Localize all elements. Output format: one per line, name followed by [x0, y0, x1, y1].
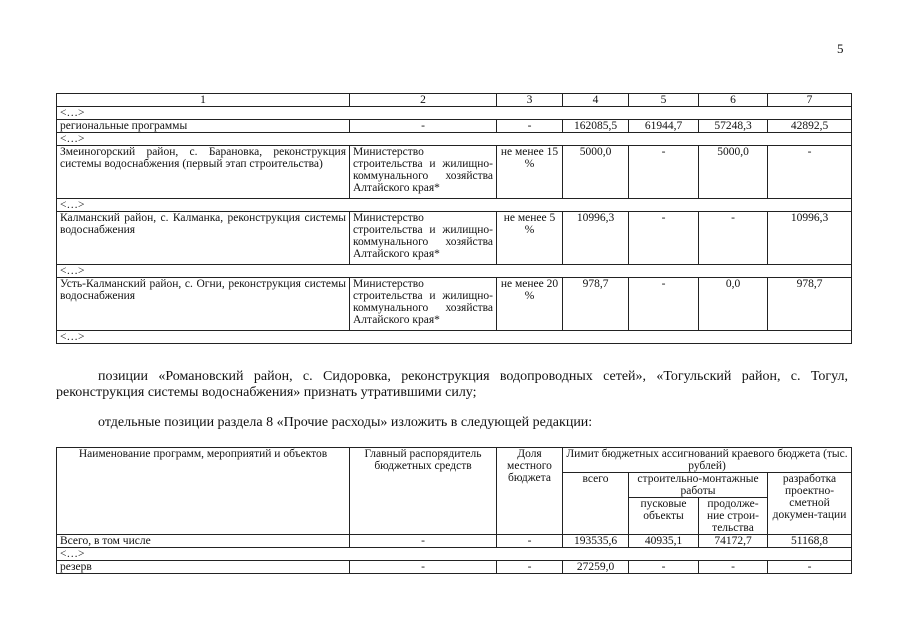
table-header-row	[57, 94, 852, 107]
cell: 27259,0	[563, 561, 629, 574]
table-regional-programs	[56, 93, 852, 344]
header-cell: 3	[497, 94, 563, 107]
row-name: Всего, в том числе	[57, 535, 350, 548]
table-row	[57, 535, 852, 548]
table-row	[57, 120, 852, 133]
ellipsis-row: <…>	[57, 107, 852, 120]
cell: -	[768, 146, 852, 199]
header-cell: 2	[350, 94, 497, 107]
cell-share: не менее 5 %	[497, 212, 563, 265]
cell: 57248,3	[699, 120, 768, 133]
cell: 978,7	[563, 278, 629, 331]
cell: 193535,6	[563, 535, 629, 548]
header-share: Доля местного бюджета	[497, 448, 563, 535]
row-name: Усть-Калманский район, с. Огни, реконструкция системы водоснабжения	[57, 278, 350, 331]
cell-agency: Министерство строительства и жилищно-коммунального хозяйства Алтайского края*	[350, 146, 497, 199]
cell-share: не менее 15 %	[497, 146, 563, 199]
cell: 51168,8	[768, 535, 852, 548]
row-name: региональные программы	[57, 120, 350, 133]
cell: 978,7	[768, 278, 852, 331]
header-cell: 1	[57, 94, 350, 107]
table-row	[57, 212, 852, 265]
ellipsis-row: <…>	[57, 265, 852, 278]
cell-share: не менее 20 %	[497, 278, 563, 331]
paragraph-section-8: отдельные позиции раздела 8 «Прочие расходы» изложить в следующей редакции:	[98, 415, 593, 430]
ellipsis-row: <…>	[57, 331, 852, 344]
row-name: Калманский район, с. Калманка, реконструкция системы водоснабжения	[57, 212, 350, 265]
cell: -	[629, 146, 699, 199]
cell: 5000,0	[699, 146, 768, 199]
header-agency: Главный распорядитель бюджетных средств	[350, 448, 497, 535]
cell: 40935,1	[629, 535, 699, 548]
cell: -	[768, 561, 852, 574]
cell: -	[629, 212, 699, 265]
header-design: разработка проектно-сметной докумен-тации	[768, 473, 852, 535]
table-other-expenses	[56, 447, 852, 574]
cell: 74172,7	[699, 535, 768, 548]
cell: 61944,7	[629, 120, 699, 133]
cell: 10996,3	[768, 212, 852, 265]
cell: -	[350, 120, 497, 133]
header-construction: строительно-монтажные работы	[629, 473, 768, 498]
cell: -	[350, 561, 497, 574]
header-name: Наименование программ, мероприятий и объектов	[57, 448, 350, 535]
cell: -	[699, 212, 768, 265]
cell: 162085,5	[563, 120, 629, 133]
header-total: всего	[563, 473, 629, 535]
cell: 0,0	[699, 278, 768, 331]
table-row	[57, 146, 852, 199]
header-cell: 5	[629, 94, 699, 107]
cell: -	[497, 561, 563, 574]
header-continue: продолже-ние строи-тельства	[699, 498, 768, 535]
table-row	[57, 561, 852, 574]
cell: 5000,0	[563, 146, 629, 199]
row-name: Змеиногорский район, с. Барановка, реконструкция системы водоснабжения (первый этап строительства)	[57, 146, 350, 199]
header-cell: 7	[768, 94, 852, 107]
header-launch: пусковые объекты	[629, 498, 699, 535]
cell: 10996,3	[563, 212, 629, 265]
ellipsis-row: <…>	[57, 548, 852, 561]
page-number: 5	[837, 41, 844, 56]
ellipsis-row: <…>	[57, 133, 852, 146]
header-cell: 6	[699, 94, 768, 107]
cell: 42892,5	[768, 120, 852, 133]
ellipsis-row: <…>	[57, 199, 852, 212]
cell: -	[699, 561, 768, 574]
table-row	[57, 278, 852, 331]
cell-agency: Министерство строительства и жилищно-коммунального хозяйства Алтайского края*	[350, 212, 497, 265]
row-name: резерв	[57, 561, 350, 574]
header-cell: 4	[563, 94, 629, 107]
cell: -	[350, 535, 497, 548]
paragraph-revoked-positions: позиции «Романовский район, с. Сидоровка, реконструкция водопроводных сетей», «Тогульский район, с. Тогул, реконструкция системы водоснабжения» признать утратившими силу;	[56, 369, 848, 400]
cell: -	[497, 535, 563, 548]
cell: -	[629, 278, 699, 331]
cell-agency: Министерство строительства и жилищно-коммунального хозяйства Алтайского края*	[350, 278, 497, 331]
header-limit: Лимит бюджетных ассигнований краевого бюджета (тыс. рублей)	[563, 448, 852, 473]
cell: -	[629, 561, 699, 574]
cell: -	[497, 120, 563, 133]
